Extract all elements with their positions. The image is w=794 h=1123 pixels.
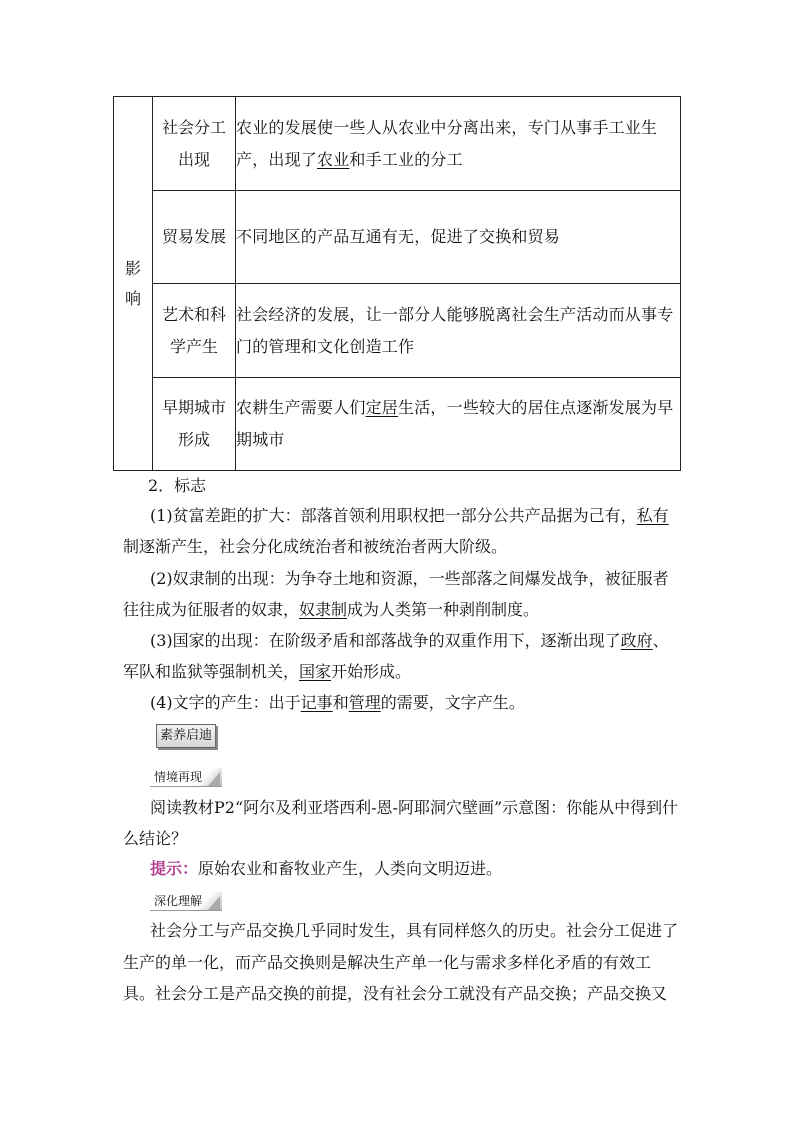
para-underlined: 政府 xyxy=(620,631,653,650)
group-label-char: 影 xyxy=(124,258,141,278)
desc-cell xyxy=(236,378,681,471)
paragraph xyxy=(123,625,681,687)
item-cell xyxy=(153,284,236,378)
corner-triangle-icon xyxy=(208,896,220,910)
para-underlined: 奴隶制 xyxy=(299,600,348,619)
deepen-tag xyxy=(150,892,222,911)
para-text: (3)国家的出现：在阶级矛盾和部落战争的双重作用下，逐渐出现了 xyxy=(150,631,621,650)
para-text: (2)奴隶制的出现：为争夺土地和资源，一些部落之间爆发战争，被征服者往往成为征服者的奴隶， xyxy=(123,569,669,619)
table-row xyxy=(114,284,681,378)
hint-paragraph xyxy=(123,853,681,884)
literacy-tag: 素养启迪 xyxy=(156,724,216,748)
para-text: (4)文字的产生：出于 xyxy=(150,693,301,712)
group-label-cell xyxy=(114,97,153,471)
item-label: 早期城市 xyxy=(161,398,226,417)
item-label: 学产生 xyxy=(169,336,218,356)
para-text: 的需要，文字产生。 xyxy=(380,693,525,712)
item-cell xyxy=(153,191,236,284)
paragraph xyxy=(123,687,681,718)
desc-text: 生活，一些较大的居住点逐渐发展为早期城市 xyxy=(236,398,674,449)
desc-text: 和手工业的分工 xyxy=(349,149,463,169)
question-text: 阅读教材P2“阿尔及利亚塔西利-恩-阿耶洞穴壁画”示意图：你能从中得到什么结论？ xyxy=(123,798,679,848)
deepen-tag-label: 深化理解 xyxy=(154,894,203,908)
item-label: 出现 xyxy=(177,149,210,169)
desc-text: 不同地区的产品互通有无，促进了交换和贸易 xyxy=(236,227,561,246)
desc-cell xyxy=(236,191,681,284)
deepen-paragraph xyxy=(123,915,681,1010)
situation-tag-label: 情境再现 xyxy=(154,770,203,784)
section-heading: 2．标志 xyxy=(148,476,207,495)
hint-label: 提示： xyxy=(150,859,199,878)
group-label-char: 响 xyxy=(124,288,141,308)
item-label: 形成 xyxy=(177,430,210,449)
corner-triangle-icon xyxy=(208,772,220,786)
item-label: 艺术和科 xyxy=(161,304,226,324)
hint-text: 原始农业和畜牧业产生，人类向文明迈进。 xyxy=(198,859,503,878)
table-row xyxy=(114,191,681,284)
para-underlined: 记事 xyxy=(300,693,333,712)
deepen-text: 社会分工与产品交换几乎同时发生，具有同样悠久的历史。社会分工促进了生产的单一化，而产品交换则是解决生产单一化与需求多样化矛盾的有效工具。社会分工是产品交换的前提，没有社会分工就没有产品交换；产品交换又 xyxy=(123,921,679,1003)
item-cell xyxy=(153,378,236,471)
para-underlined: 管理 xyxy=(348,693,381,712)
question-paragraph xyxy=(123,792,681,854)
desc-underlined: 农业 xyxy=(317,149,350,169)
para-text: 、军队和监狱等强制机关， xyxy=(123,631,669,681)
desc-text: 农业的发展使一些人从农业中分离出来，专门从事手工业生产，出现了 xyxy=(236,117,658,169)
item-cell xyxy=(153,97,236,191)
desc-cell xyxy=(236,97,681,191)
table-row xyxy=(114,378,681,471)
desc-underlined: 定居 xyxy=(365,398,399,417)
para-underlined: 私有 xyxy=(636,506,669,525)
item-label: 贸易发展 xyxy=(161,227,226,246)
desc-text: 社会经济的发展，让一部分人能够脱离社会生产活动而从事专门的管理和文化创造工作 xyxy=(236,304,674,356)
para-text: 和 xyxy=(332,693,349,712)
para-text: 制逐渐产生，社会分化成统治者和被统治者两大阶级。 xyxy=(123,537,508,556)
situation-tag xyxy=(150,768,222,787)
desc-cell xyxy=(236,284,681,378)
para-text: (1)贫富差距的扩大：部落首领利用职权把一部分公共产品据为己有， xyxy=(150,506,637,525)
para-text: 开始形成。 xyxy=(331,662,412,681)
paragraph xyxy=(123,563,681,625)
para-underlined: 国家 xyxy=(299,662,332,681)
impact-table xyxy=(113,96,681,471)
table-row xyxy=(114,97,681,191)
paragraph xyxy=(123,500,681,562)
para-text: 成为人类第一种剥削制度。 xyxy=(347,600,540,619)
desc-text: 农耕生产需要人们 xyxy=(236,398,366,417)
item-label: 社会分工 xyxy=(161,117,226,137)
